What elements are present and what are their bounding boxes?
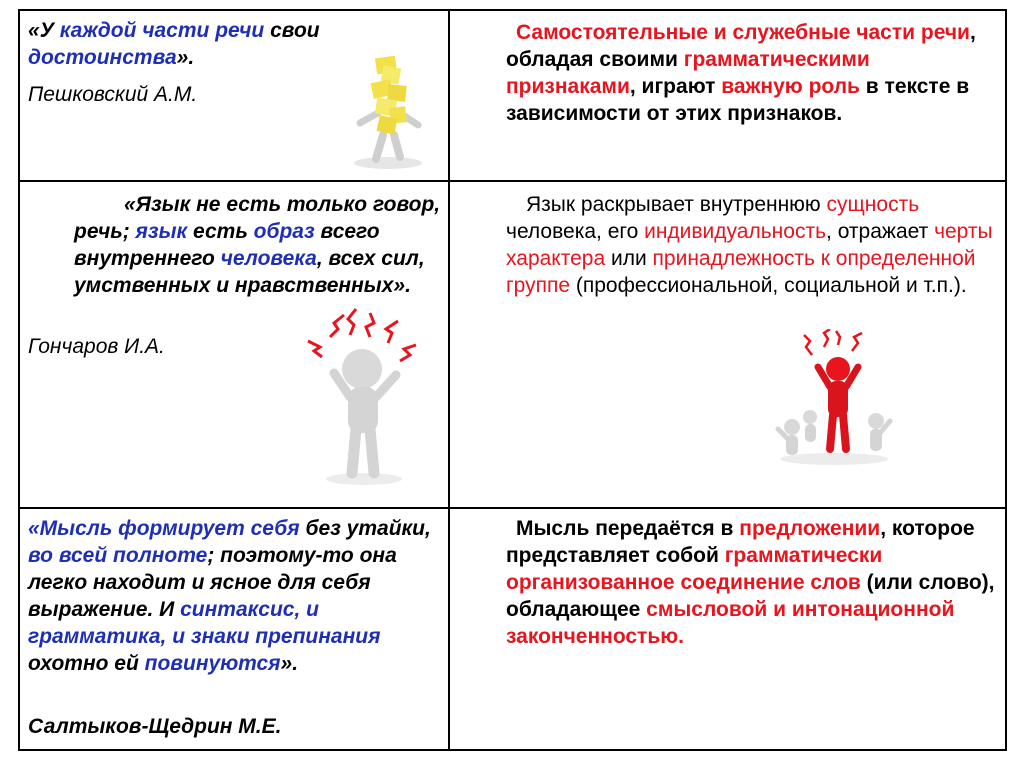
text-parts-of-speech: Самостоятельные и служебные части речи, обладая своими грамматическими признаками, играют важную роль в тексте в зависимости от этих признаков. (506, 21, 976, 125)
quote-goncharov: «Язык не есть только говор, речь; язык есть образ всего внутреннего человека, всех сил, умственных и нравственных». (74, 193, 441, 297)
frustrated-figure-icon (300, 307, 430, 487)
author-saltykov: Салтыков-Щедрин М.Е. (28, 715, 282, 738)
sticky-note-figure-icon (338, 51, 448, 171)
author-goncharov: Гончаров И.А. (28, 335, 165, 358)
quote-peshkovsky: «У каждой части речи свои достоинства». (28, 19, 320, 69)
red-leader-group-icon (768, 329, 898, 469)
quote-table (18, 9, 1007, 751)
author-peshkovsky: Пешковский А.М. (28, 83, 198, 106)
text-language-essence: Язык раскрывает внутреннюю сущность человека, его индивидуальность, отражает черты характера или принадлежность к определенной группе (профессиональной, социальной и т.п.). (506, 193, 993, 297)
text-thought-sentence: Мысль передаётся в предложении, которое представляет собой грамматически организованное соединение слов (или слово), обладающее смысловой и интонационной законченностью. (506, 517, 995, 648)
row-divider-1 (20, 180, 1005, 182)
row-divider-2 (20, 507, 1005, 509)
column-divider (448, 11, 450, 749)
quote-saltykov: «Мысль формирует себя без утайки, во всей полноте; поэтому-то она легко находит и ясное для себя выражение. И синтаксис, и грамматика, и знаки препинания охотно ей повинуются». (28, 517, 431, 675)
